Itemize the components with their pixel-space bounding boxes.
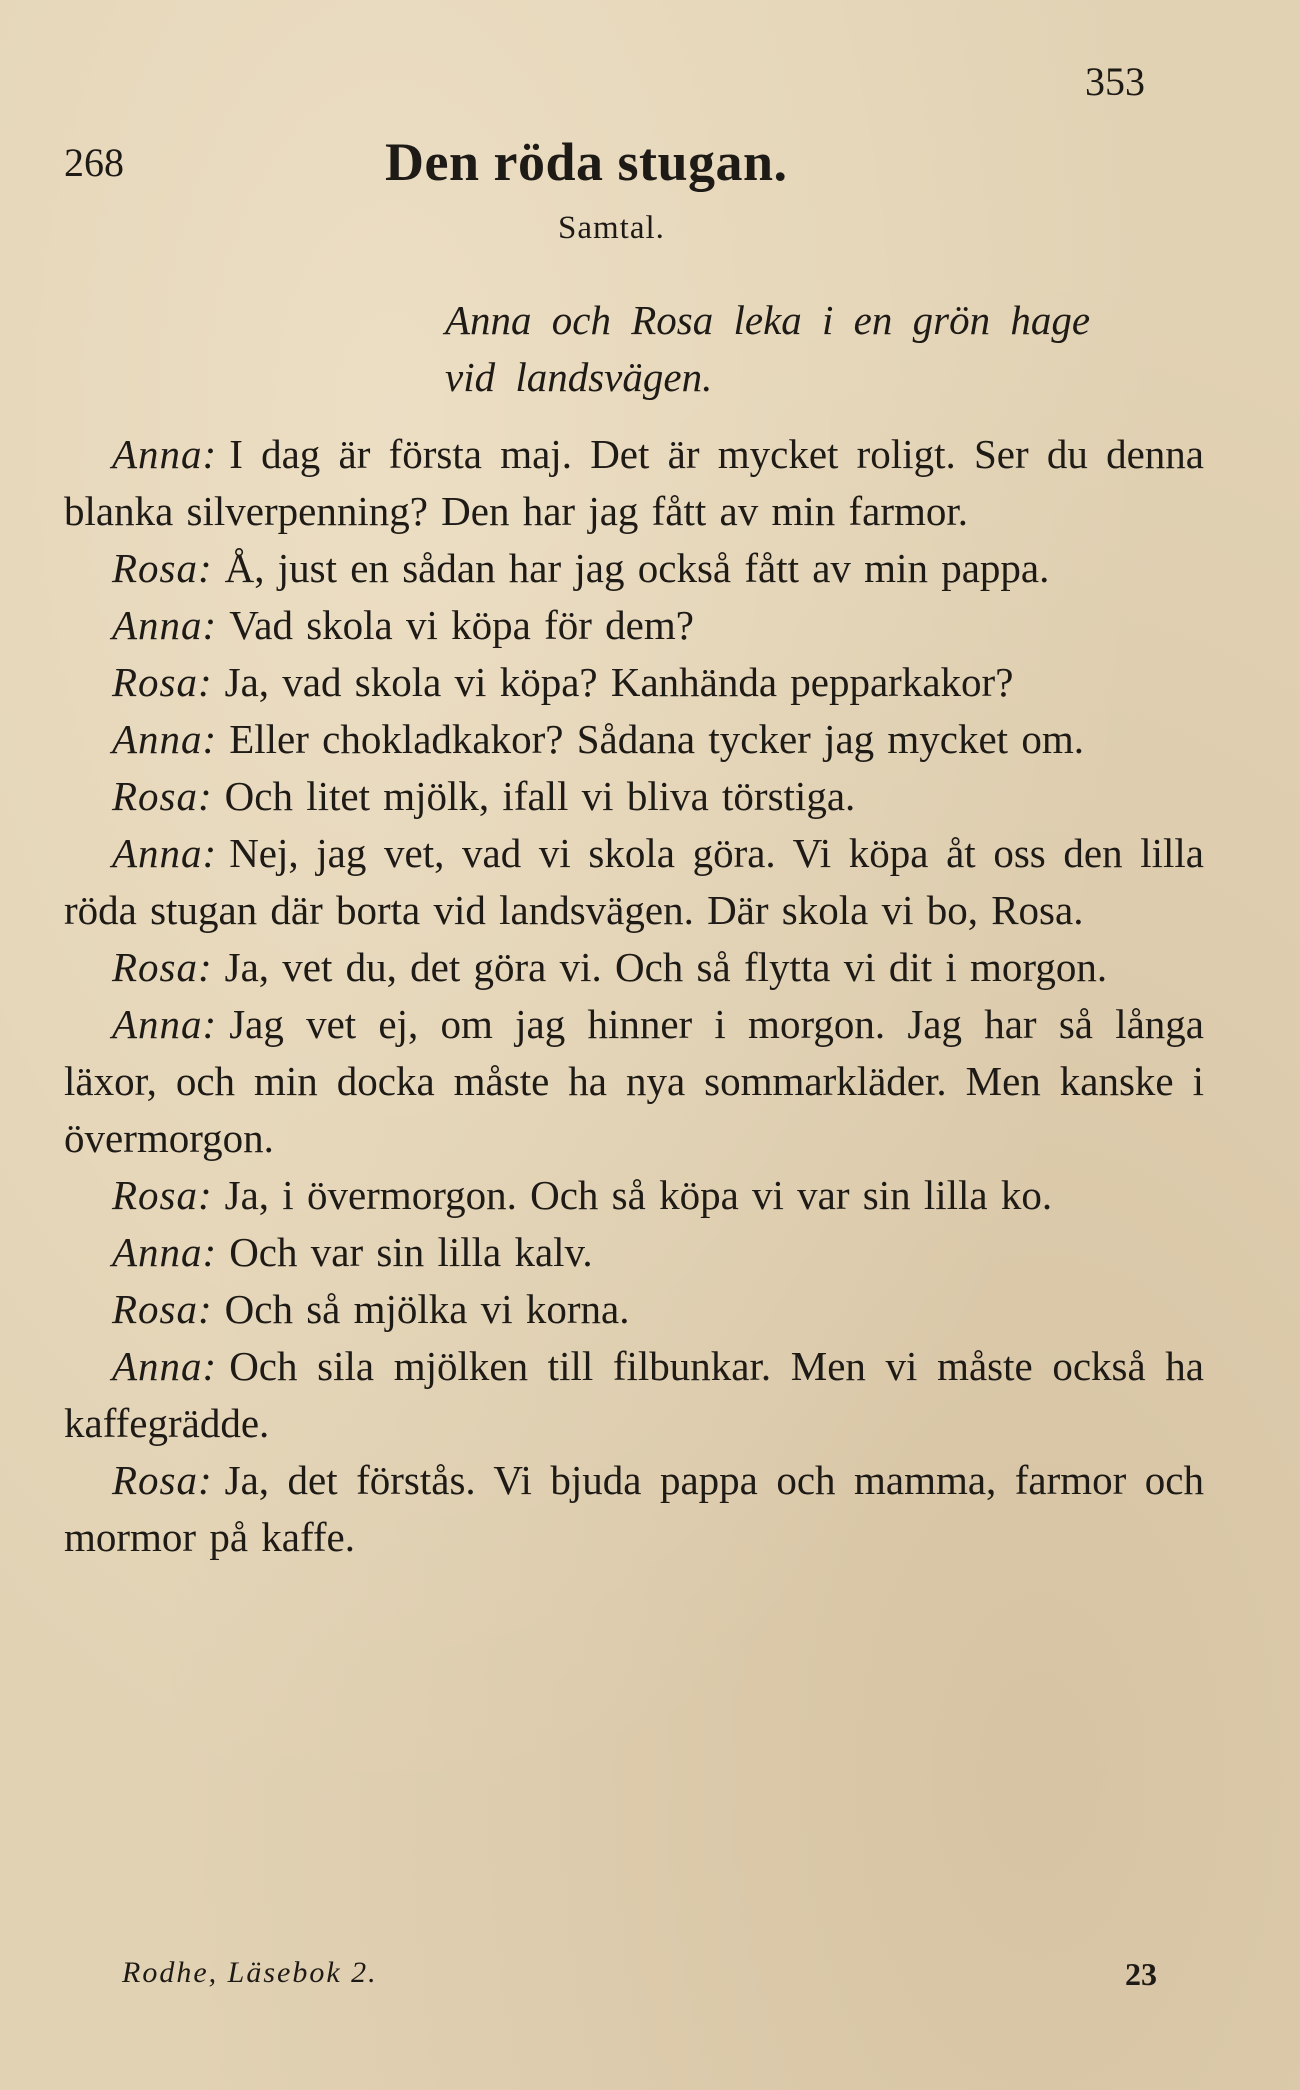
dialogue-line (64, 1338, 1204, 1452)
dialogue-text: Ja, det förstås. Vi bjuda pappa och mamma, farmor och mormor på kaffe. (64, 1457, 1204, 1560)
dialogue-text: Ja, vad skola vi köpa? Kanhända pepparkakor? (224, 659, 1014, 705)
page-title: Den röda stugan. (385, 132, 788, 192)
dialogue-text: Nej, jag vet, vad vi skola göra. Vi köpa åt oss den lilla röda stugan där borta vid landsvägen. Där skola vi bo, Rosa. (64, 830, 1204, 933)
speaker-name: Anna: (112, 1229, 218, 1275)
dialogue-line (64, 540, 1204, 597)
footer-signature: 23 (1125, 1956, 1157, 1992)
stage-direction (445, 292, 1215, 406)
speaker-name: Rosa: (112, 944, 213, 990)
dialogue-line (64, 597, 1204, 654)
speaker-name: Anna: (112, 1343, 218, 1389)
speaker-name: Anna: (112, 716, 218, 762)
speaker-name: Anna: (112, 830, 218, 876)
dialogue-text: Och sila mjölken till filbunkar. Men vi måste också ha kaffegrädde. (64, 1343, 1204, 1446)
dialogue-text: I dag är första maj. Det är mycket roligt. Ser du denna blanka silverpenning? Den har jag fått av min farmor. (64, 431, 1204, 534)
speaker-name: Anna: (112, 602, 218, 648)
speaker-name: Rosa: (112, 1457, 213, 1503)
dialogue-text: Å, just en sådan har jag också fått av min pappa. (224, 545, 1050, 591)
footer-source: Rodhe, Läsebok 2. (122, 1956, 378, 1989)
dialogue-text: Eller chokladkakor? Sådana tycker jag mycket om. (229, 716, 1084, 762)
page-number-top: 353 (1085, 59, 1145, 104)
dialogue-line (64, 825, 1204, 939)
speaker-name: Rosa: (112, 1172, 213, 1218)
dialogue-text: Vad skola vi köpa för dem? (229, 602, 694, 648)
page-subtitle: Samtal. (558, 210, 665, 246)
dialogue-text: Ja, i övermorgon. Och så köpa vi var sin lilla ko. (224, 1172, 1053, 1218)
dialogue (64, 426, 1204, 1566)
dialogue-text: Och så mjölka vi korna. (224, 1286, 630, 1332)
dialogue-line (64, 654, 1204, 711)
stage-direction-line: Anna och Rosa leka i en grön hage (445, 297, 1091, 343)
page-number-left: 268 (64, 140, 124, 185)
dialogue-text: Ja, vet du, det göra vi. Och så flytta vi dit i morgon. (224, 944, 1108, 990)
dialogue-line (64, 768, 1204, 825)
speaker-name: Anna: (112, 1001, 218, 1047)
dialogue-line (64, 1167, 1204, 1224)
dialogue-line (64, 1281, 1204, 1338)
dialogue-line (64, 939, 1204, 996)
speaker-name: Anna: (112, 431, 218, 477)
dialogue-text: Jag vet ej, om jag hinner i morgon. Jag har så långa läxor, och min docka måste ha nya sommarkläder. Men kanske i övermorgon. (64, 1001, 1204, 1161)
dialogue-line (64, 426, 1204, 540)
dialogue-text: Och var sin lilla kalv. (229, 1229, 593, 1275)
dialogue-line (64, 1224, 1204, 1281)
dialogue-line (64, 996, 1204, 1167)
dialogue-line (64, 1452, 1204, 1566)
dialogue-line (64, 711, 1204, 768)
stage-direction-line: vid landsvägen. (445, 354, 713, 400)
dialogue-text: Och litet mjölk, ifall vi bliva törstiga. (224, 773, 856, 819)
speaker-name: Rosa: (112, 1286, 213, 1332)
speaker-name: Rosa: (112, 659, 213, 705)
speaker-name: Rosa: (112, 773, 213, 819)
speaker-name: Rosa: (112, 545, 213, 591)
